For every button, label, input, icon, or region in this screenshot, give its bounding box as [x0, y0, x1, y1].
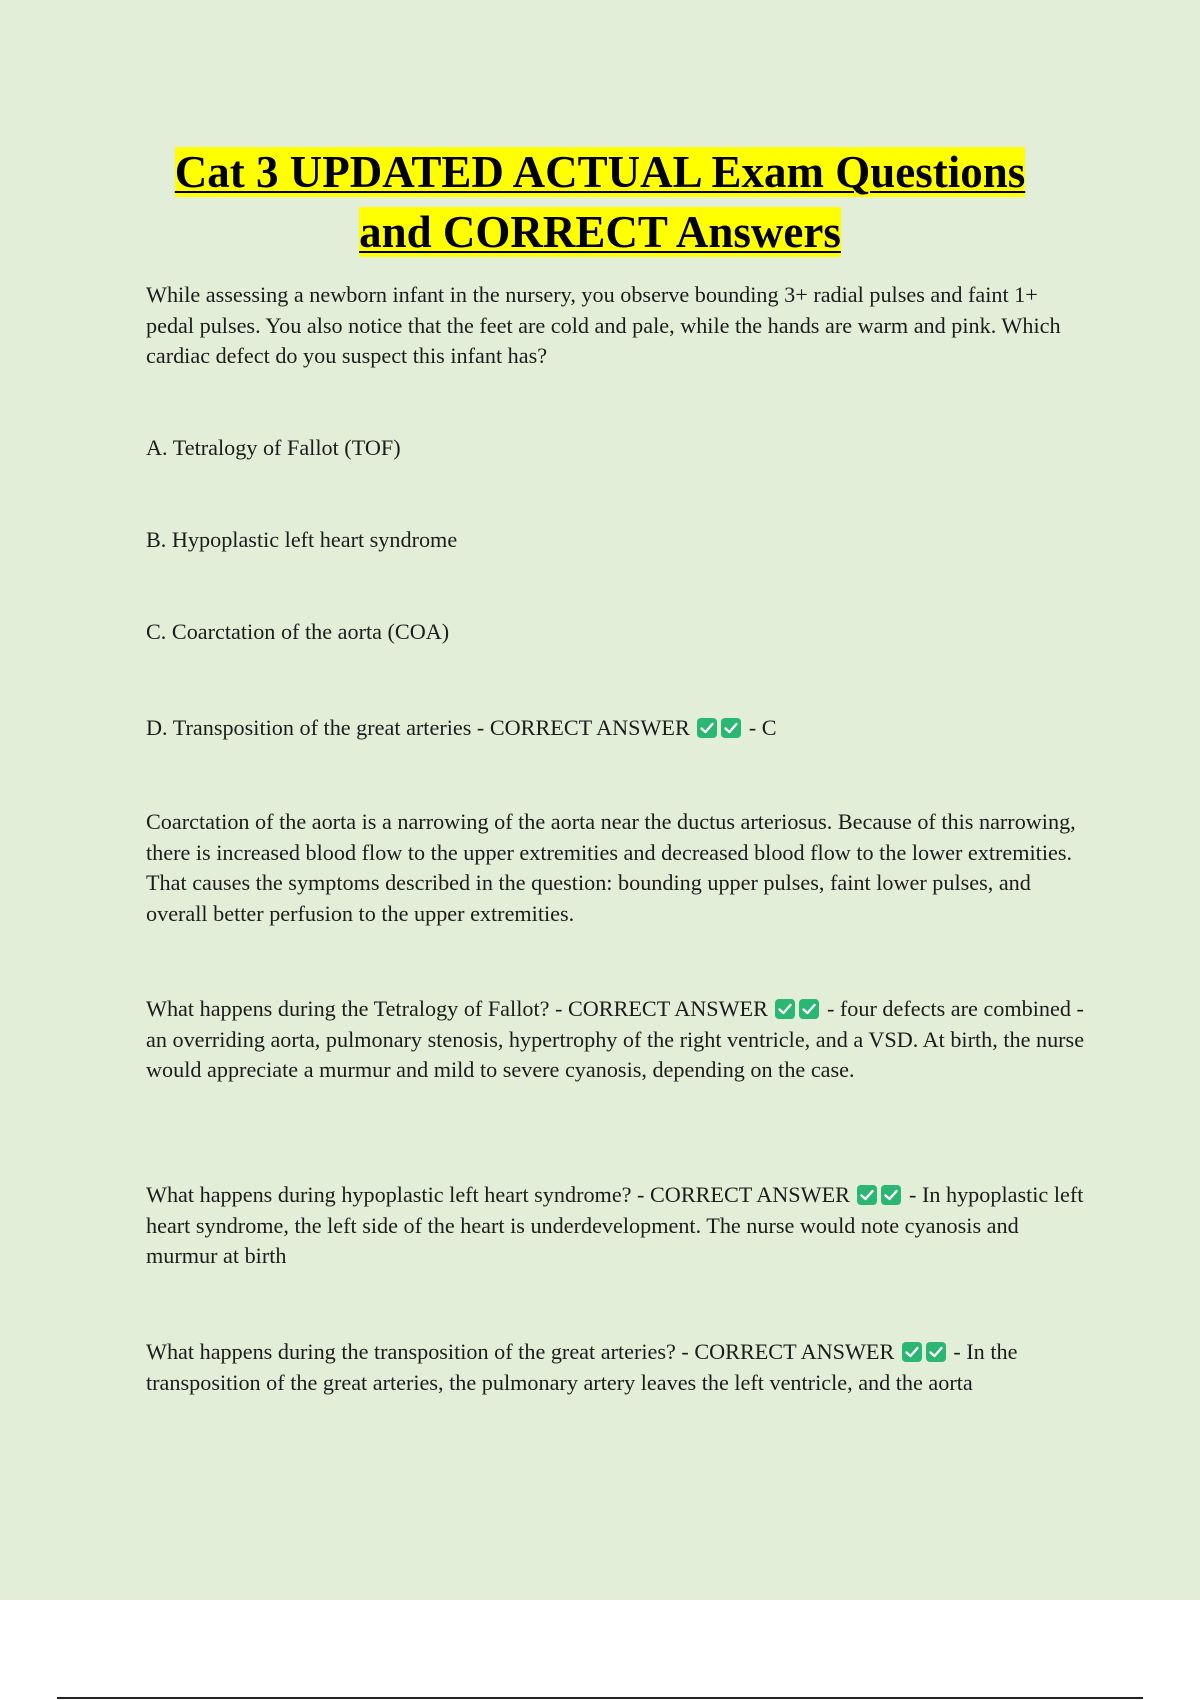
page-gap: [0, 1600, 1200, 1700]
question-3: [146, 1180, 1091, 1272]
option-d-answer: - C: [748, 715, 777, 740]
check-mark-icon: [697, 718, 717, 738]
option-a: A. Tetralogy of Fallot (TOF): [146, 435, 401, 460]
question-1-stem: While assessing a newborn infant in the nursery, you observe bounding 3+ radial pulses and faint 1+ pedal pulses. You also notice that the feet are cold and pale, while the hands are warm and pink. Which cardiac defect do you suspect this infant has?: [146, 282, 1061, 368]
question-3-answer: - In hypoplastic left heart syndrome, the left side of the heart is underdevelopment. The nurse would note cyanosis and murmur at birth: [146, 1182, 1084, 1268]
question-1-explanation: Coarctation of the aorta is a narrowing of the aorta near the ductus arteriosus. Because of this narrowing, there is increased blood flow to the upper extremities and decreased blood flow to the lower extremities. That causes the symptoms described in the question: bounding upper pulses, faint lower pulses, and overall better perfusion to the upper extremities.: [146, 809, 1076, 926]
check-mark-icon: [881, 1185, 901, 1205]
check-mark-icon: [775, 999, 795, 1019]
title-line-1: Cat 3 UPDATED ACTUAL Exam Questions: [174, 147, 1026, 197]
question-4-answer: - In the transposition of the great arteries, the pulmonary artery leaves the left ventricle, and the aorta: [146, 1339, 1018, 1395]
title-line-2: and CORRECT Answers: [359, 207, 841, 257]
check-mark-icon: [721, 718, 741, 738]
question-4-prefix: What happens during the transposition of the great arteries? - CORRECT ANSWER: [146, 1339, 895, 1364]
option-d-text: D. Transposition of the great arteries - CORRECT ANSWER: [146, 715, 690, 740]
check-mark-icon: [857, 1185, 877, 1205]
check-mark-icon: [799, 999, 819, 1019]
question-2: [146, 994, 1091, 1086]
document-title: [100, 142, 1100, 262]
question-4: [146, 1337, 1091, 1398]
question-3-prefix: What happens during hypoplastic left heart syndrome? - CORRECT ANSWER: [146, 1182, 850, 1207]
check-mark-icon: [926, 1342, 946, 1362]
option-d: [146, 713, 1091, 744]
check-mark-icon: [902, 1342, 922, 1362]
option-b: B. Hypoplastic left heart syndrome: [146, 527, 458, 552]
page-divider: [57, 1697, 1143, 1699]
question-2-answer: - four defects are combined - an overriding aorta, pulmonary stenosis, hypertrophy of the right ventricle, and a VSD. At birth, the nurse would appreciate a murmur and mild to severe cyanosis, depending on the case.: [146, 996, 1085, 1082]
question-2-prefix: What happens during the Tetralogy of Fallot? - CORRECT ANSWER: [146, 996, 768, 1021]
option-c: C. Coarctation of the aorta (COA): [146, 619, 450, 644]
